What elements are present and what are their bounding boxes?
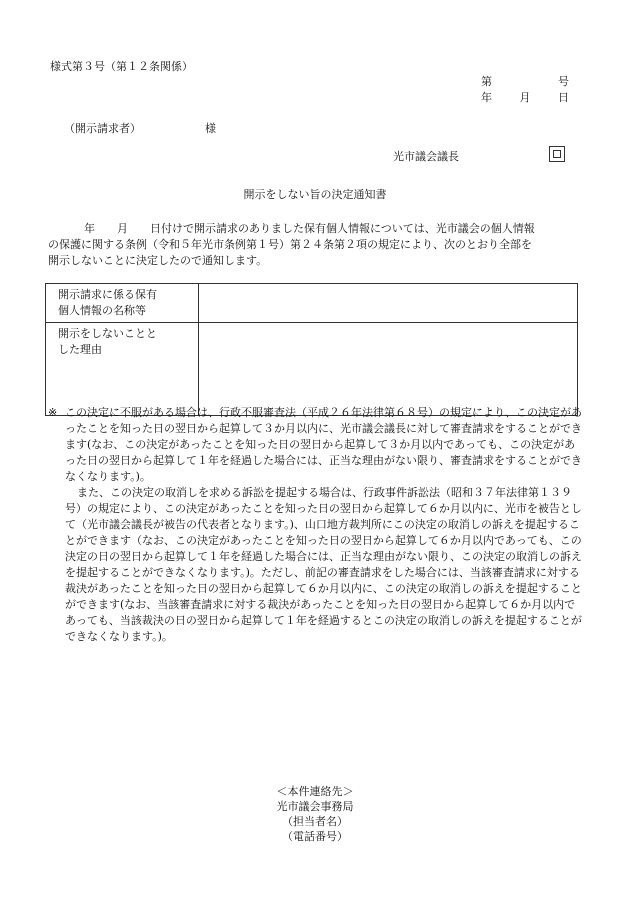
- number-label-go: 号: [558, 75, 569, 88]
- note-mark: ※: [48, 406, 58, 419]
- intro-line: 開示しないことに決定したので通知します。: [48, 254, 268, 267]
- intro-line: の保護に関する条例（令和５年光市条例第１号）第２４条第２項の規定により、次のとおり全部を: [48, 238, 532, 251]
- requester-honorific: 様: [205, 122, 216, 135]
- contact-phone: （電話番号）: [282, 830, 348, 843]
- contact-office: 光市議会事務局: [276, 800, 354, 813]
- notes-section: [48, 405, 582, 645]
- intro-line: 年 月 日付けで開示請求のありました保有個人情報については、光市議会の個人情報: [84, 222, 535, 235]
- table-row: [46, 323, 578, 416]
- info-table: [45, 283, 578, 416]
- intro-paragraph: [48, 221, 580, 269]
- contact-heading: ＜本件連絡先＞: [276, 785, 354, 798]
- seal-icon: [549, 146, 565, 162]
- date-day-label: 日: [558, 91, 569, 104]
- date-year-label: 年: [481, 91, 492, 104]
- info-name-value: [199, 284, 578, 323]
- requester-label: （開示請求者）: [64, 122, 141, 135]
- contact-person: （担当者名）: [282, 815, 348, 828]
- note-lawsuit-text: また、この決定の取消しを求める訴訟を提起する場合は、行政事件訴訟法（昭和３７年法律第１３９号）の規定により、この決定があったことを知った日の翌日から起算して６か月以内に、光市を被告として（光市議会議長が被告の代表者となります。)、山口地方裁判所にこの決定の取消しの訴えを提起することができます（なお、この決定があったことを知った日の翌日から起算して６か月以内であっても、この決定の日の翌日から起算して１年を経過した場合には、正当な理由がない限り、この決定の取消しの訴えを提起することができなくなります。)。ただし、前記の審査請求をした場合には、当該審査請求に対する裁決があったことを知った日の翌日から起算して６か月以内に、この決定の取消しの訴えを提起することができます(なお、当該審査請求に対する裁決があったことを知った日の翌日から起算して６か月以内であっても、当該裁決の日の翌日から起算して１年を経過するとこの決定の取消しの訴えを提起することができなくなります。)。: [65, 486, 582, 643]
- reason-label: 開示をしないことと した理由: [46, 323, 199, 416]
- form-number: 様式第３号（第１２条関係）: [50, 60, 193, 73]
- number-label-dai: 第: [481, 75, 492, 88]
- issuer-name: 光市議会議長: [393, 150, 459, 163]
- date-line: [481, 90, 569, 106]
- info-name-label: 開示請求に係る保有 個人情報の名称等: [46, 284, 199, 323]
- note-appeal-text: この決定に不服がある場合は、行政不服審査法（平成２６年法律第６８号）の規定により、この決定があったことを知った日の翌日から起算して３か月以内に、光市議会議長に対して審査請求をすることができます(なお、この決定があったことを知った日の翌日から起算して３か月以内であっても、この決定があった日の翌日から起算して１年を経過した場合には、正当な理由がない限り、審査請求をすることができなくなります。)。: [65, 406, 582, 483]
- note-appeal: [48, 405, 582, 485]
- document-title: 開示をしない旨の決定通知書: [243, 188, 387, 201]
- contact-block: [0, 784, 630, 844]
- document-number-line: [481, 74, 569, 90]
- table-row: [46, 284, 578, 323]
- reason-value: [199, 323, 578, 416]
- date-month-label: 月: [519, 91, 531, 104]
